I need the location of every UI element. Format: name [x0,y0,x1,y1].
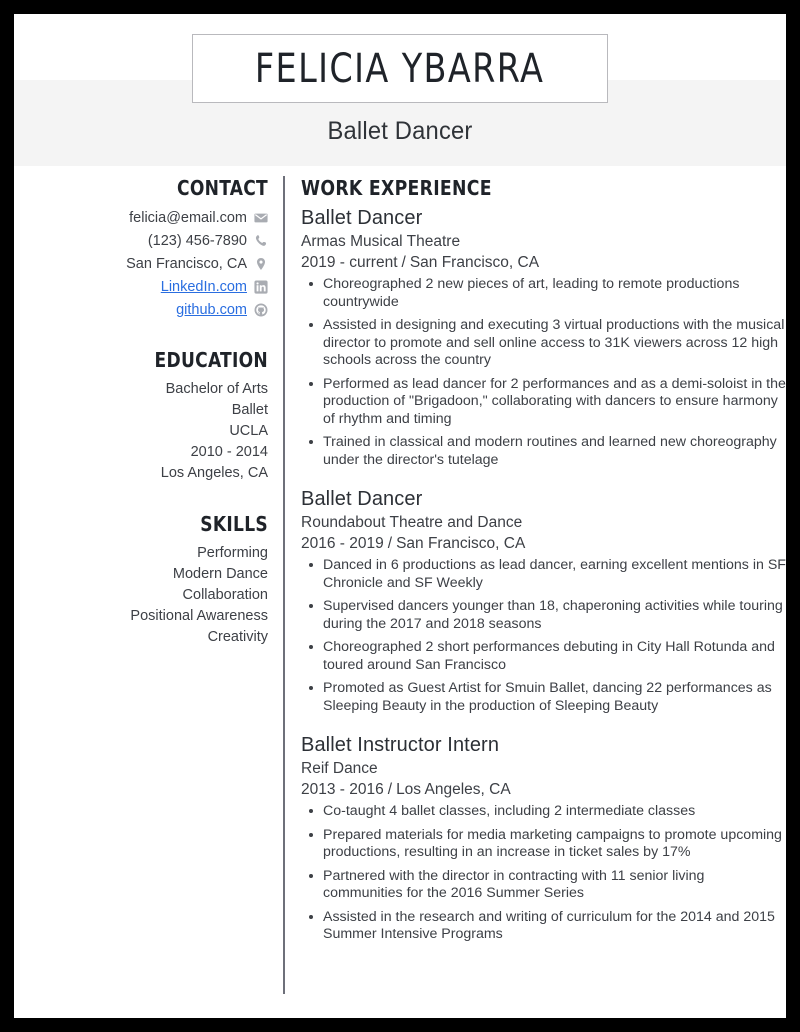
work-experience-section [277,176,786,962]
job-meta [301,533,786,555]
skill-item: Collaboration [182,587,268,603]
education-school: UCLA [229,423,268,439]
location-pin-icon [254,257,268,271]
contact-email-text: felicia@email.com [129,209,247,226]
contact-item-email [14,207,268,228]
education-location: Los Angeles, CA [160,465,268,481]
column-divider [283,176,285,994]
resume-body [14,166,786,962]
skill-item: Modern Dance [172,566,268,582]
contact-item-phone [14,230,268,251]
job-title: Ballet Instructor Intern [301,734,500,756]
candidate-name: FELICIA YBARRA [255,45,545,92]
job-bullet: Prepared materials for media marketing campaigns to promote upcoming productions, resulting in an increase in ticket sales by 17% [301,827,786,862]
job-location: San Francisco, CA [409,254,540,271]
linkedin-link[interactable]: LinkedIn.com [160,278,247,295]
job-bullet: Assisted in designing and executing 3 virtual productions with the musical director to promote and sell online access to 31K viewers across 12 high schools across the country [301,317,786,370]
job-title: Ballet Dancer [301,488,423,510]
job-bullet-list [301,276,786,469]
skills-heading: SKILLS [200,512,268,536]
resume-page [14,14,786,1018]
skill-item: Creativity [207,629,268,645]
linkedin-icon[interactable] [254,280,268,294]
skills-section [14,512,268,648]
job-meta-separator: / [401,254,406,271]
job-title: Ballet Dancer [301,207,423,229]
job-bullet: Choreographed 2 new pieces of art, leading to remote productions countrywide [301,276,786,311]
skill-item: Positional Awareness [130,608,268,624]
job-meta-separator: / [387,781,393,798]
github-icon[interactable] [254,303,268,317]
contact-heading: CONTACT [176,176,268,200]
job-company: Reif Dance [301,760,378,777]
job-bullet: Promoted as Guest Artist for Smuin Ballet, dancing 22 performances as Sleeping Beauty in the production of Sleeping Beauty [301,680,786,715]
education-dates: 2010 - 2014 [190,444,268,460]
contact-location-text: San Francisco, CA [126,255,247,272]
contact-phone-text: (123) 456-7890 [147,232,247,249]
job-dates: 2013 - 2016 [301,781,384,798]
job-entry [301,206,786,469]
education-heading: EDUCATION [154,348,268,372]
job-bullet: Co-taught 4 ballet classes, including 2 intermediate classes [301,803,786,821]
job-location: Los Angeles, CA [396,781,511,798]
education-section [14,348,268,484]
envelope-icon [254,211,268,225]
job-bullet-list [301,803,786,944]
job-bullet: Choreographed 2 short performances debuting in City Hall Rotunda and toured around San Francisco [301,639,786,674]
resume-header [14,14,786,166]
education-major: Ballet [231,402,268,418]
job-bullet: Partnered with the director in contracting with 11 senior living communities for the 2016 Summer Series [301,868,786,903]
job-meta [301,252,786,274]
job-bullet: Supervised dancers younger than 18, chaperoning activities while touring during the 2017 and 2018 seasons [301,598,786,633]
job-location: San Francisco, CA [396,535,526,552]
job-company: Roundabout Theatre and Dance [301,514,523,531]
job-bullet: Assisted in the research and writing of curriculum for the 2014 and 2015 Summer Intensive Programs [301,909,786,944]
candidate-role: Ballet Dancer [327,117,473,145]
job-bullet: Trained in classical and modern routines and learned new choreography under the director's tutelage [301,434,786,469]
github-link[interactable]: github.com [176,301,247,318]
job-dates: 2016 - 2019 [301,535,384,552]
work-experience-heading: WORK EXPERIENCE [301,176,492,200]
job-dates: 2019 - current [301,254,398,271]
job-bullet: Performed as lead dancer for 2 performances and as a demi-soloist in the production of "Brigadoon," collaborating with dancers to ensure harmony of rhythm and timing [301,376,786,429]
education-degree: Bachelor of Arts [165,381,268,397]
contact-item-github[interactable] [14,299,268,320]
contact-item-linkedin[interactable] [14,276,268,297]
job-bullet-list [301,557,786,715]
job-meta [301,779,786,801]
job-bullet: Danced in 6 productions as lead dancer, earning excellent mentions in SF Chronicle and SF Weekly [301,557,786,592]
sidebar [14,176,277,962]
name-box [192,34,608,103]
contact-section [14,176,268,320]
phone-icon [254,234,268,248]
job-meta-separator: / [387,535,393,552]
job-company: Armas Musical Theatre [301,233,461,250]
skill-item: Performing [197,545,268,561]
contact-item-location [14,253,268,274]
job-entry [301,487,786,715]
job-entry [301,733,786,944]
